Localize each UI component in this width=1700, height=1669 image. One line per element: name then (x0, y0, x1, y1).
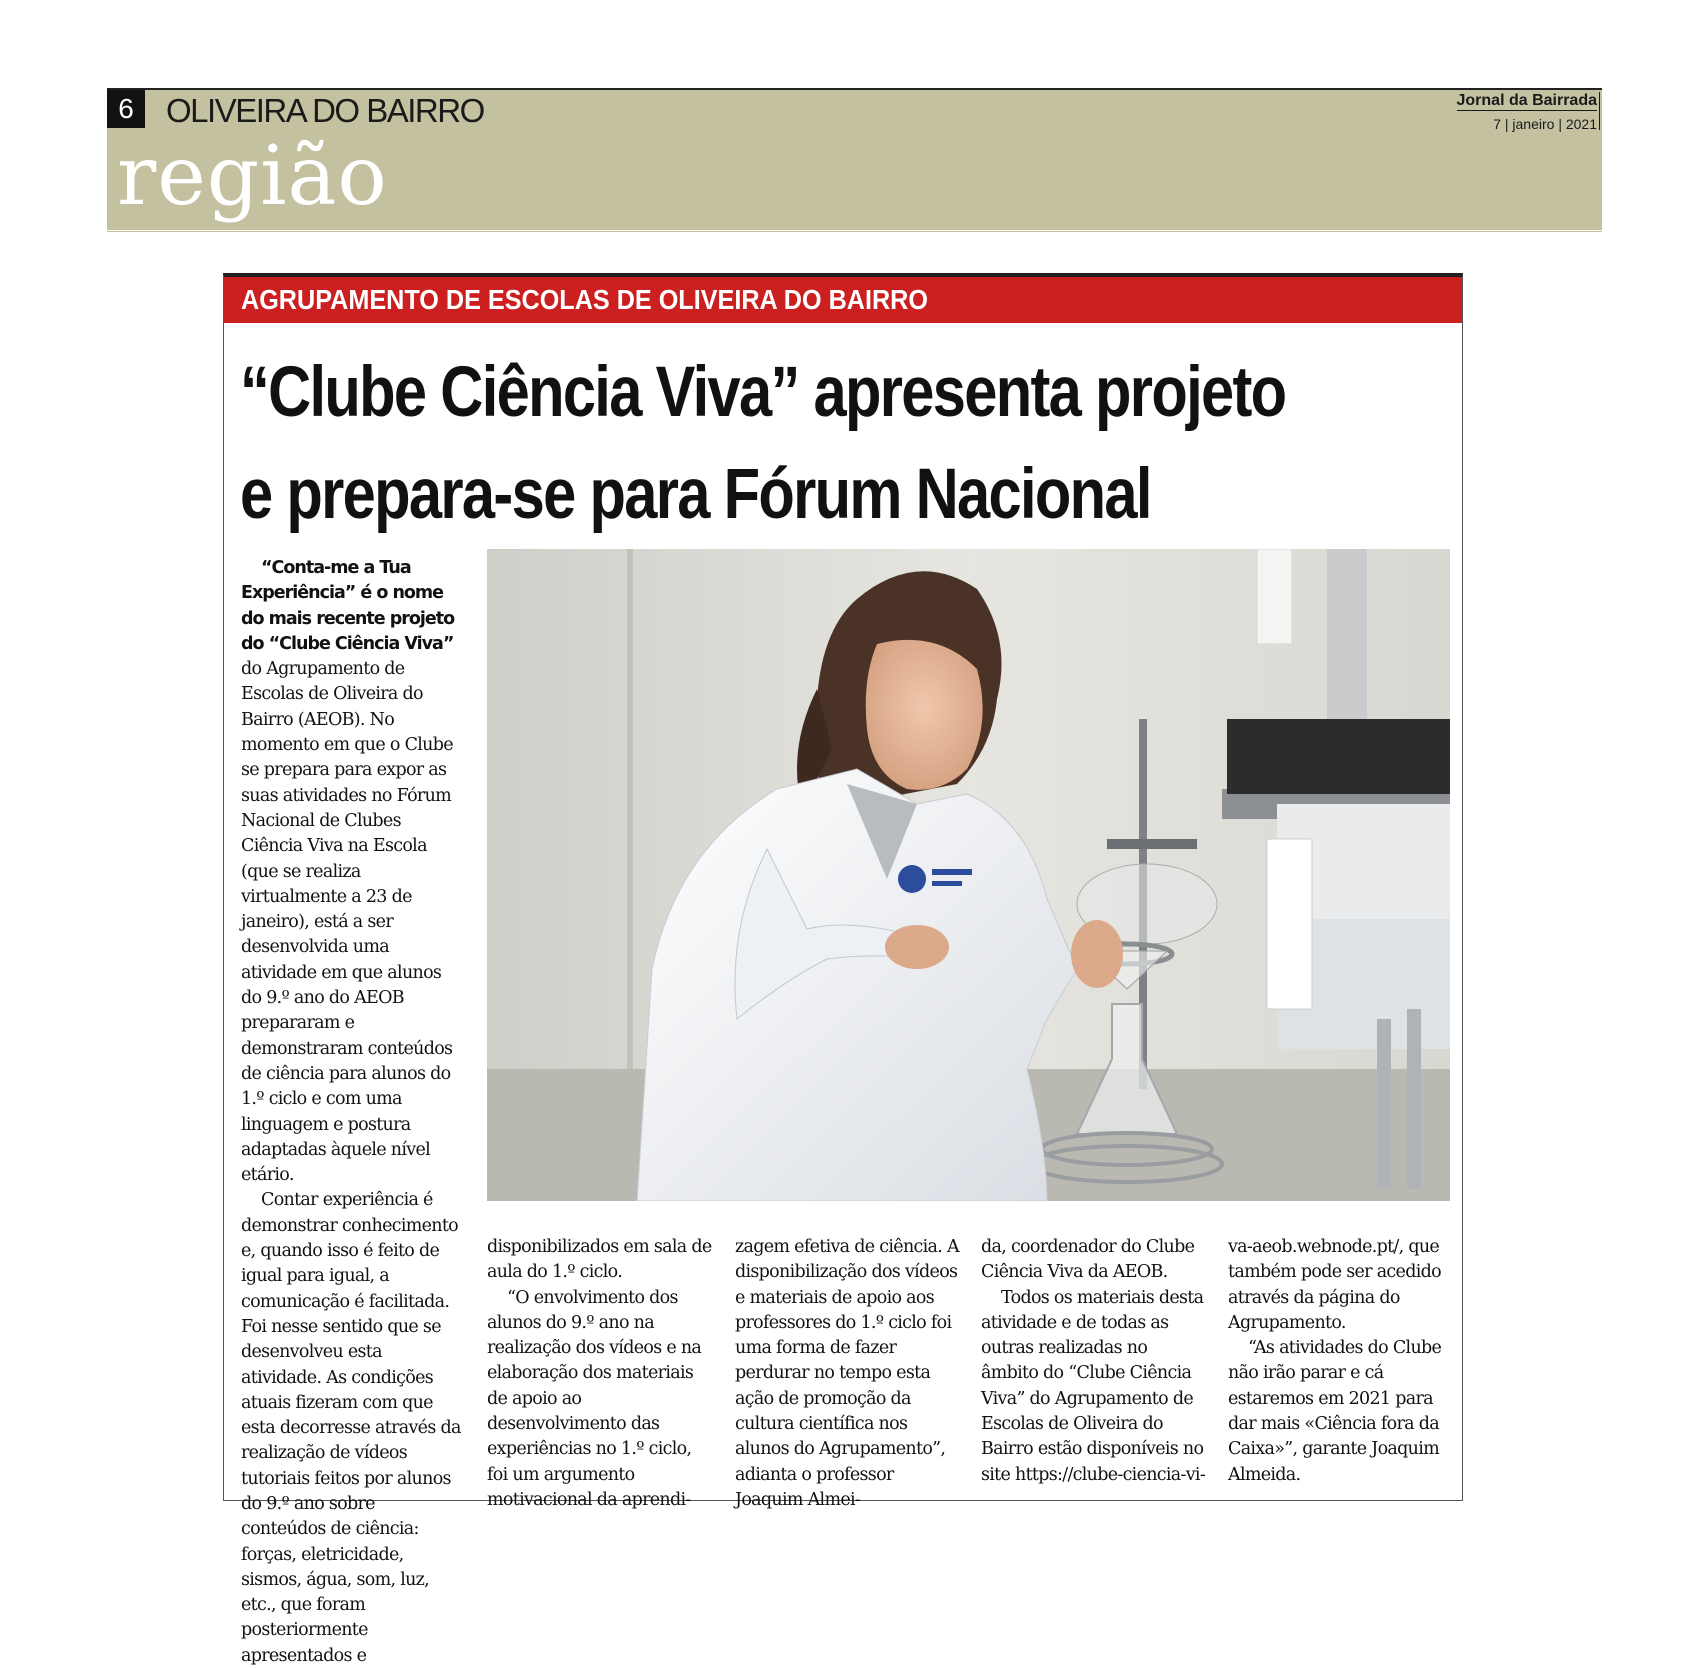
article-paragraph: “O envolvimento dos alunos do 9.º ano na realização dos vídeos e na elaboração dos materiais de apoio ao desenvolvimento das experiências no 1.º ciclo, foi um argumento motivacional da aprendi- (487, 1287, 702, 1510)
headline-line-2: e prepara-se para Fórum Nacional (240, 455, 1151, 534)
article-lead: “Conta-me a Tua Experiência” é o nome do mais recente projeto do “Clube Ciência Viva” (241, 558, 455, 654)
newspaper-name: Jornal da Bairrada (1456, 92, 1597, 109)
header-top-rule (107, 88, 1602, 90)
article-paragraph: disponibilizados em sala de aula do 1.º ciclo. (487, 1237, 712, 1283)
section-name: região (117, 129, 388, 224)
article-kicker: AGRUPAMENTO DE ESCOLAS DE OLIVEIRA DO BAIRRO (241, 284, 928, 315)
header-bottom-rule (107, 228, 1602, 229)
header-divider (1599, 92, 1600, 130)
article-headline (240, 342, 1460, 546)
article-paragraph: “As atividades do Clube não irão parar e cá estaremos em 2021 para dar mais «Ciência fora da Caixa»”, garante Joaquim Almeida. (1228, 1338, 1442, 1485)
article-column-2 (487, 1235, 713, 1513)
lab-student-photo (487, 549, 1450, 1201)
page-number: 6 (107, 90, 145, 128)
article-column-4 (981, 1235, 1207, 1488)
article-column-1 (241, 556, 463, 1669)
header-bottom-rule-2 (107, 231, 1602, 232)
article-lead-rest: do Agrupamento de Escolas de Oliveira do Bairro (AEOB). No momento em que o Clube se prepara para expor as suas atividades no Fórum Nacional de Clubes Ciência Viva na Escola (que se realiza virtualmente a 23 de janeiro), está a ser desenvolvida uma atividade em que alunos do 9.º ano do AEOB prepararam e demonstraram conteúdos de ciência para alunos do 1.º ciclo e com uma linguagem e postura adaptadas àquele nível etário. (241, 659, 453, 1186)
article-column-5 (1228, 1235, 1454, 1488)
photo-illustration (487, 549, 1450, 1201)
issue-date: 7 | janeiro | 2021 (1493, 116, 1597, 132)
article-column-3 (735, 1235, 961, 1513)
headline-line-1: “Clube Ciência Viva” apresenta projeto (240, 353, 1286, 432)
article-paragraph: da, coordenador do Clube Ciência Viva da AEOB. (981, 1237, 1195, 1283)
article-paragraph: Contar experiência é demonstrar conhecimento e, quando isso é feito de igual para igual, a comunicação é facilitada. Foi nesse sentido que se desenvolveu esta atividade. As condições atuais fizeram com que esta decorresse através da realização de vídeos tutoriais feitos por alunos do 9.º ano sobre conteúdos de ciência: forças, eletricidade, sismos, água, som, luz, etc., que foram posteriormente apresentados e (241, 1190, 461, 1666)
article-paragraph: Todos os materiais desta atividade e de todas as outras realizadas no âmbito do “Clube Ciência Viva” do Agrupamento de Escolas de Oliveira do Bairro estão disponíveis no site https://clube-ciencia-vi- (981, 1287, 1206, 1485)
article-paragraph: va-aeob.webnode.pt/, que também pode ser acedido através da página do Agrupamento. (1228, 1237, 1441, 1333)
section-location: OLIVEIRA DO BAIRRO (166, 92, 484, 129)
article-paragraph (241, 556, 463, 1188)
article-paragraph: zagem efetiva de ciência. A disponibilização dos vídeos e materiais de apoio aos professores do 1.º ciclo foi uma forma de fazer perdurar no tempo esta ação de promoção da cultura científica nos alunos do Agrupamento”, adianta o professor Joaquim Almei- (735, 1237, 959, 1510)
